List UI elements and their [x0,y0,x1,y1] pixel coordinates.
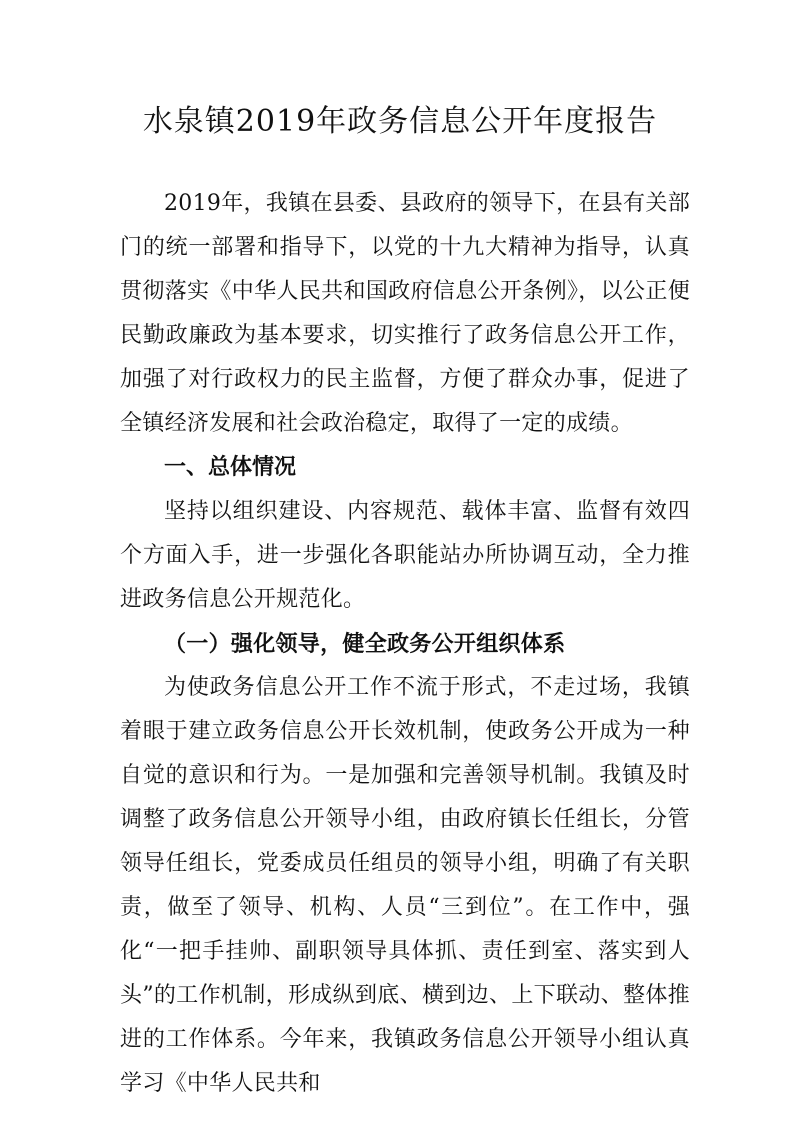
intro-paragraph: 2019年，我镇在县委、县政府的领导下，在县有关部门的统一部署和指导下，以党的十九大精神为指导，认真贯彻落实《中华人民共和国政府信息公开条例》，以公正便民勤政廉政为基本要求，切实推行了政务信息公开工作，加强了对行政权力的民主监督，方便了群众办事，促进了全镇经济发展和社会政治稳定，取得了一定的成绩。 [120,191,690,436]
document-body [120,182,690,1106]
leadership-paragraph: 为使政务信息公开工作不流于形式，不走过场，我镇着眼于建立政务信息公开长效机制，使政务公开成为一种自觉的意识和行为。一是加强和完善领导机制。我镇及时调整了政务信息公开领导小组，由政府镇长任组长，分管领导任组长，党委成员任组员的领导小组，明确了有关职责，做至了领导、机构、人员“三到位”。在工作中，强化“一把手挂帅、副职领导具体抓、责任到室、落实到人头”的工作机制，形成纵到底、横到边、上下联动、整体推进的工作体系。今年来，我镇政务信息公开领导小组认真学习《中华人民共和 [120,675,690,1096]
document-title: 水泉镇2019年政务信息公开年度报告 [142,104,658,139]
section-heading-overview: 一、总体情况 [164,455,297,480]
subsection-heading-leadership: （一）强化领导，健全政务公开组织体系 [164,631,566,657]
overview-paragraph: 坚持以组织建设、内容规范、载体丰富、监督有效四个方面入手，进一步强化各职能站办所协调互动，全力推进政务信息公开规范化。 [120,499,690,612]
